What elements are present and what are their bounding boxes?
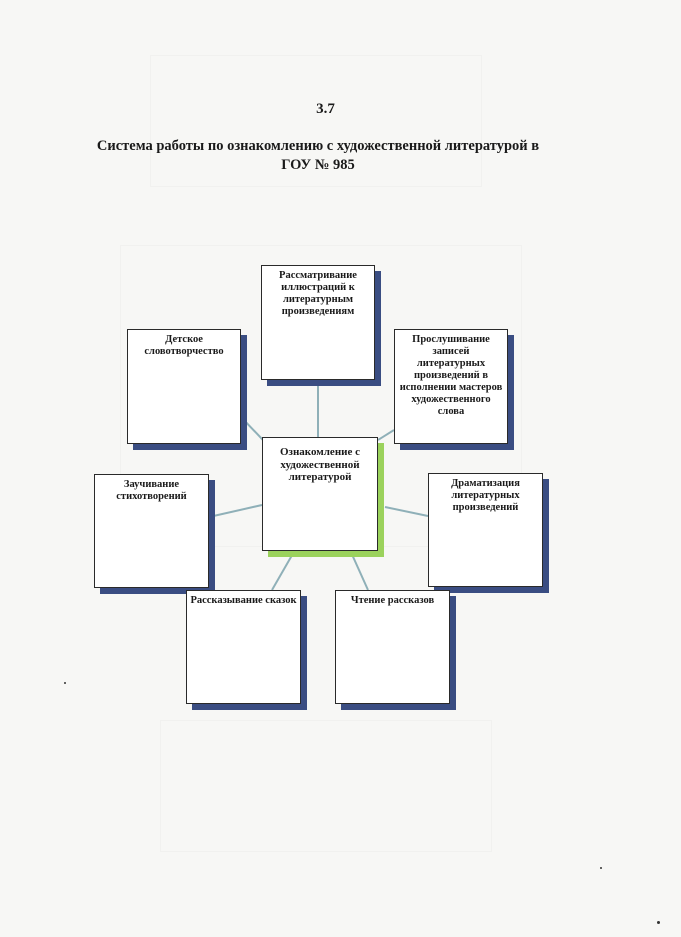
title-line-2: ГОУ № 985 (281, 157, 355, 173)
center-node (262, 437, 378, 551)
node-illustrations-label: Рассматривание иллюстраций к литературным произведениям (279, 270, 357, 317)
node-listening-label: Прослушивание записей литературных произведений в исполнении мастеров художественного слова (399, 334, 503, 417)
node-fairy-tales (186, 590, 301, 704)
node-creativity-label: Детское словотворчество (144, 334, 224, 357)
connector-fairy-tales (272, 550, 295, 590)
scan-speck (657, 921, 660, 924)
node-dramatization (428, 473, 543, 587)
node-memorizing-label: Заучивание стихотворений (116, 479, 187, 502)
connector-memorizing (209, 505, 262, 517)
center-node-label: Ознакомление с художественной литературой (279, 446, 361, 483)
node-dramatization-label: Драматизация литературных произведений (451, 478, 520, 513)
title-line-1: Система работы по ознакомлению с художественной литературой в (96, 138, 540, 154)
node-illustrations (261, 265, 375, 380)
scan-speck (64, 682, 66, 684)
connector-listening (378, 430, 394, 440)
connector-creativity (241, 417, 263, 440)
section-number: 3.7 (316, 101, 335, 117)
node-creativity (127, 329, 241, 444)
node-fairy-tales-label: Рассказывание сказок (190, 595, 297, 606)
node-listening (394, 329, 508, 444)
connector-reading (350, 550, 368, 590)
connector-dramatization (385, 507, 428, 516)
node-memorizing (94, 474, 209, 588)
node-reading (335, 590, 450, 704)
node-reading-label: Чтение рассказов (350, 595, 435, 606)
scan-speck (600, 867, 602, 869)
